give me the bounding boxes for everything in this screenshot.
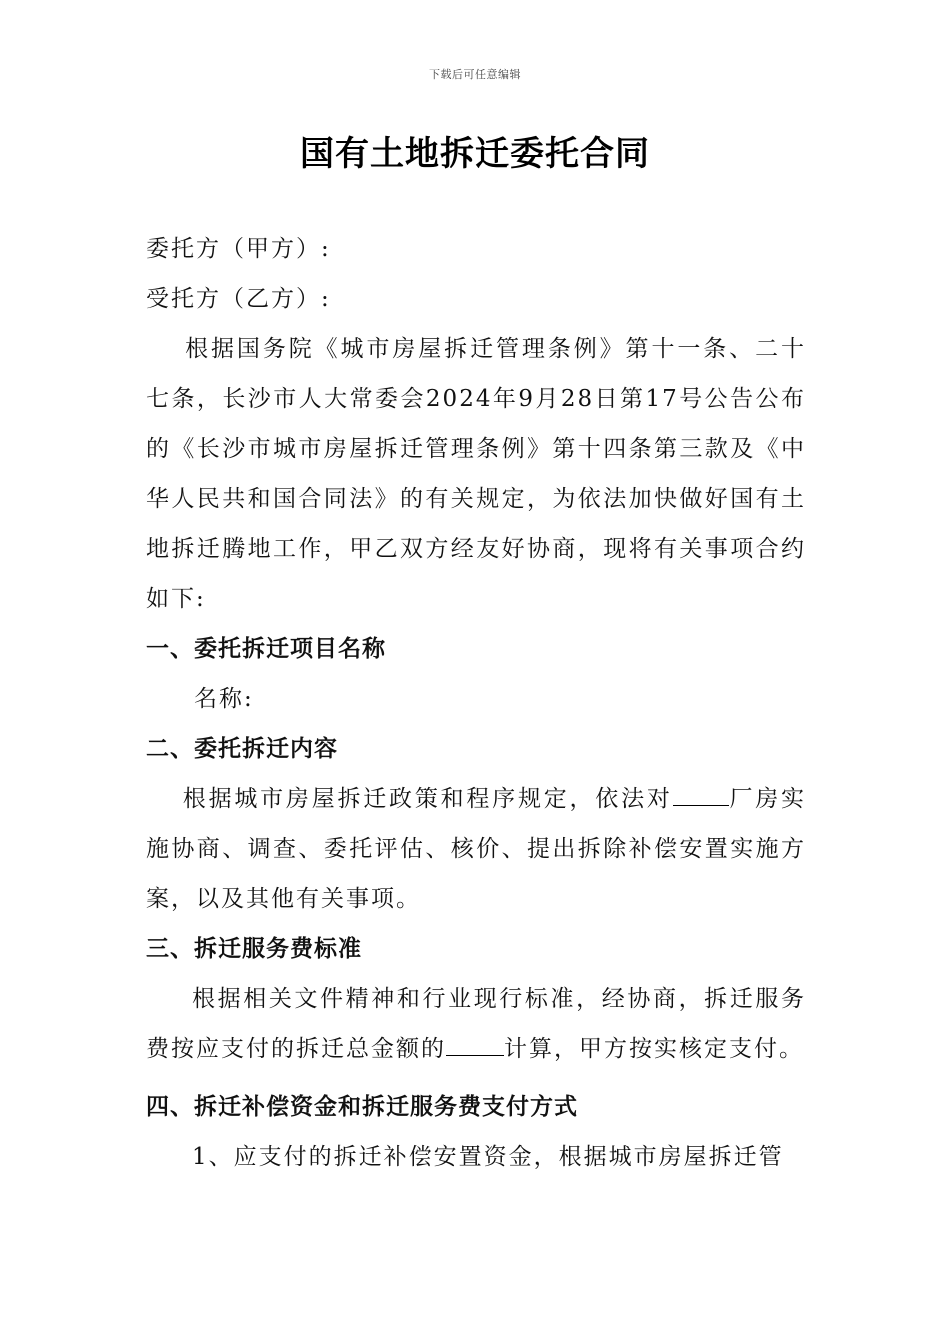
section-2-heading: 二、委托拆迁内容	[146, 735, 338, 762]
section-2-paragraph	[146, 774, 806, 924]
section-2-text-end: 厂房实施协商、调查、委托评估、核价、提出拆除补偿安置实施方案，以及其他有关事项。	[146, 786, 807, 912]
header-note: 下载后可任意编辑	[429, 68, 521, 81]
section-2-text-start: 根据城市房屋拆迁政策和程序规定，依法对	[182, 786, 673, 812]
project-name-label: 名称:	[194, 686, 254, 712]
party-b-line: 受托方（乙方）:	[146, 286, 331, 312]
section-3-paragraph	[146, 974, 806, 1074]
document-body	[146, 224, 806, 1182]
document-title: 国有土地拆迁委托合同	[300, 134, 650, 174]
party-a-line: 委托方（甲方）:	[146, 236, 331, 262]
section-3-heading: 三、拆迁服务费标准	[146, 935, 362, 962]
section-4-item-1: 1、应支付的拆迁补偿安置资金，根据城市房屋拆迁管	[192, 1144, 784, 1170]
section-3-text-start: 根据相关文件精神和行业现行标准，经协商，拆迁服务费按应支付的拆迁总金额的	[146, 986, 806, 1062]
section-3-text-end: 计算，甲方按实核定支付。	[504, 1036, 804, 1062]
section-4-heading: 四、拆迁补偿资金和拆迁服务费支付方式	[146, 1093, 578, 1120]
factory-blank-field[interactable]	[673, 787, 729, 806]
intro-paragraph: 根据国务院《城市房屋拆迁管理条例》第十一条、二十七条，长沙市人大常委会2024年9月28日第17号公告公布的《长沙市城市房屋拆迁管理条例》第十四条第三款及《中华人民共和国合同法》的有关规定，为依法加快做好国有土地拆迁腾地工作，甲乙双方经友好协商，现将有关事项合约如下:	[146, 336, 806, 612]
fee-rate-blank-field[interactable]	[446, 1037, 504, 1056]
section-1-heading: 一、委托拆迁项目名称	[146, 635, 386, 662]
